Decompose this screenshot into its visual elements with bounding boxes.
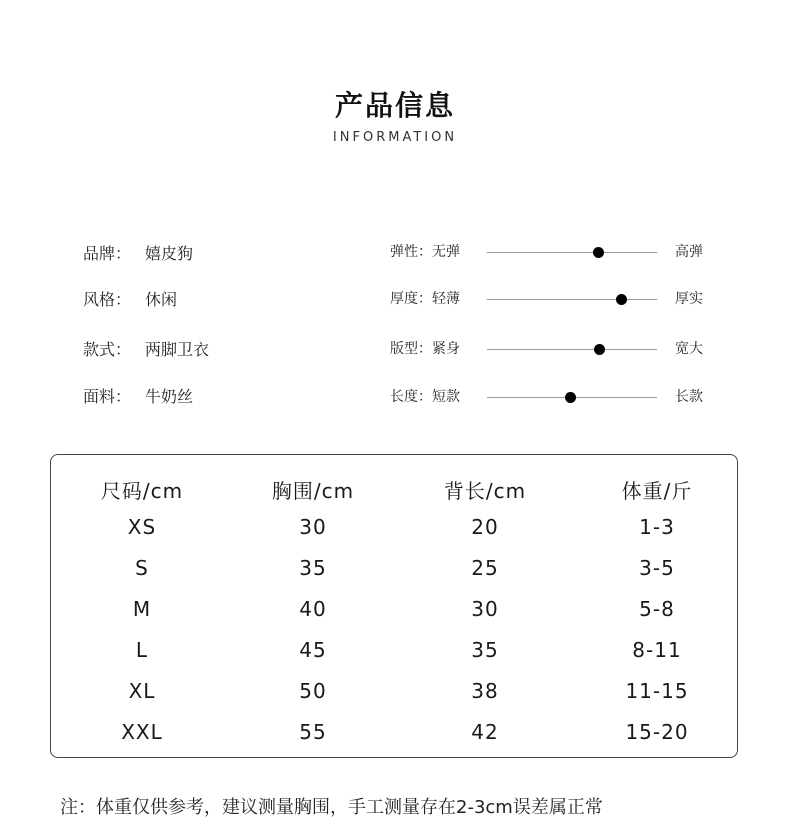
attribute-value: 牛奶丝 (145, 387, 194, 406)
attribute-key: 款式： (83, 340, 132, 359)
rating-high-label: 宽大 (675, 341, 703, 357)
table-cell: 55 (299, 720, 327, 744)
table-cell: 20 (471, 515, 499, 539)
rating-label: 厚度：轻薄 (390, 291, 460, 307)
rating-high-label: 厚实 (675, 291, 703, 307)
table-row (51, 638, 739, 668)
rating-track (487, 299, 657, 300)
rating-label: 长度：短款 (390, 389, 460, 405)
page-title: 产品信息 (334, 89, 455, 122)
attribute-value: 两脚卫衣 (145, 340, 210, 359)
table-header-row (51, 475, 739, 505)
table-cell: 1-3 (639, 515, 675, 539)
table-cell: 38 (471, 679, 499, 703)
table-cell: 15-20 (625, 720, 689, 744)
rating-track (487, 349, 657, 350)
rating-track (487, 252, 657, 253)
table-cell: 35 (471, 638, 499, 662)
attribute-value: 嬉皮狗 (145, 244, 194, 263)
table-row (51, 597, 739, 627)
column-header: 体重/斤 (621, 479, 693, 503)
rating-fit (390, 338, 720, 362)
column-header: 背长/cm (443, 479, 527, 503)
attribute-value: 休闲 (145, 290, 178, 309)
attribute-style (83, 287, 177, 310)
column-header: 尺码/cm (100, 479, 184, 503)
table-cell: 45 (299, 638, 327, 662)
table-cell: M (132, 597, 152, 621)
rating-indicator (593, 247, 604, 258)
rating-elasticity (390, 241, 720, 265)
column-header: 胸围/cm (271, 479, 355, 503)
rating-indicator (594, 344, 605, 355)
table-cell: 8-11 (632, 638, 682, 662)
table-cell: 42 (471, 720, 499, 744)
attribute-brand (83, 241, 193, 264)
table-cell: 40 (299, 597, 327, 621)
attribute-key: 品牌： (83, 244, 132, 263)
rating-thickness (390, 288, 720, 312)
rating-label: 弹性：无弹 (390, 244, 460, 260)
attribute-key: 面料： (83, 387, 132, 406)
attribute-key: 风格： (83, 290, 132, 309)
table-cell: 50 (299, 679, 327, 703)
rating-high-label: 长款 (675, 389, 703, 405)
table-row (51, 720, 739, 750)
rating-indicator (565, 392, 576, 403)
table-row (51, 679, 739, 709)
table-cell: 5-8 (639, 597, 675, 621)
table-row (51, 556, 739, 586)
table-cell: 30 (471, 597, 499, 621)
rating-high-label: 高弹 (675, 244, 703, 260)
table-cell: 30 (299, 515, 327, 539)
rating-length (390, 386, 720, 410)
table-cell: XS (127, 515, 157, 539)
size-table (50, 454, 738, 758)
rating-indicator (616, 294, 627, 305)
footnote: 注：体重仅供参考，建议测量胸围，手工测量存在2-3cm误差属正常 (60, 797, 603, 818)
attribute-fabric (83, 384, 193, 407)
table-cell: S (135, 556, 149, 580)
table-cell: XXL (121, 720, 163, 744)
table-cell: 35 (299, 556, 327, 580)
table-cell: 11-15 (625, 679, 689, 703)
attribute-design (83, 337, 209, 360)
page-subtitle: INFORMATION (332, 130, 458, 145)
table-cell: L (135, 638, 149, 662)
table-row (51, 515, 739, 545)
rating-label: 版型：紧身 (390, 341, 460, 357)
table-cell: XL (128, 679, 156, 703)
table-cell: 3-5 (639, 556, 675, 580)
table-cell: 25 (471, 556, 499, 580)
